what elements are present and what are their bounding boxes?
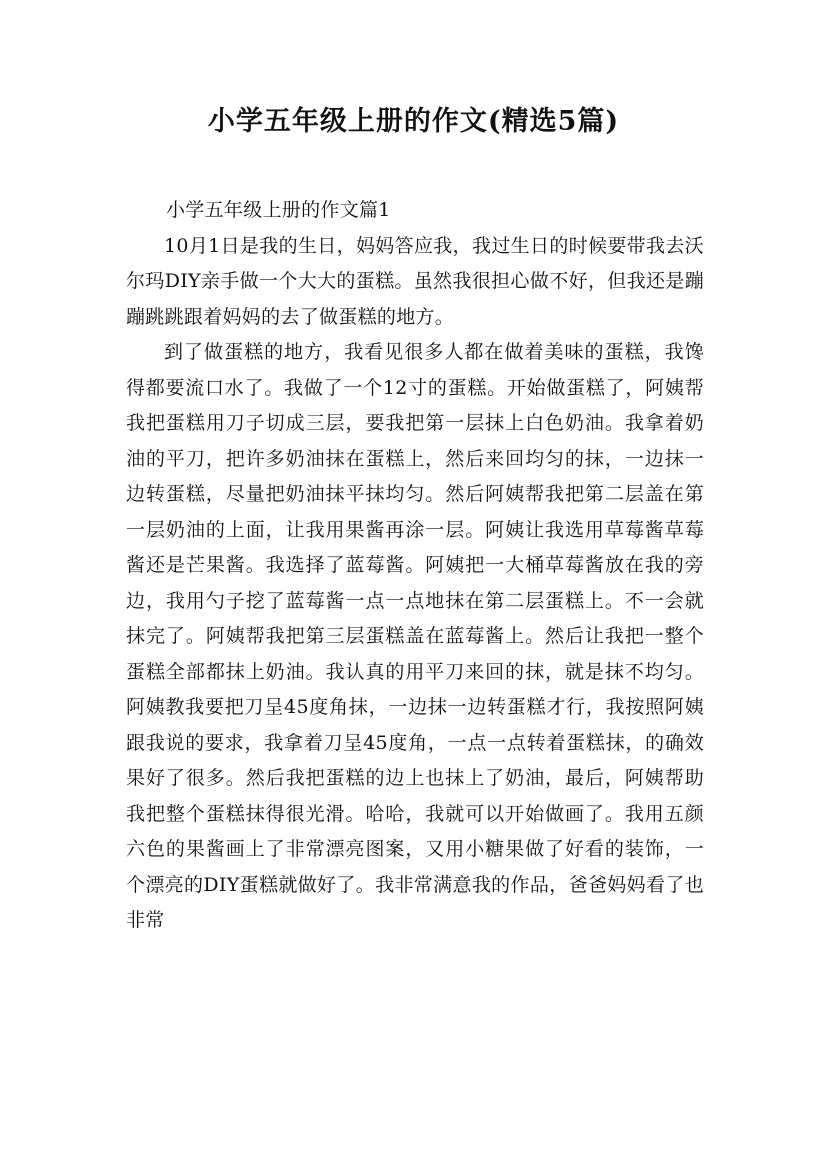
section-heading: 小学五年级上册的作文篇1: [166, 199, 391, 221]
paragraph-2: 到了做蛋糕的地方，我看见很多人都在做着美味的蛋糕，我馋得都要流口水了。我做了一个12寸的蛋糕。开始做蛋糕了，阿姨帮我把蛋糕用刀子切成三层，要我把第一层抹上白色奶油。我拿着奶油的平刀，把许多奶油抹在蛋糕上，然后来回均匀的抹，一边抹一边转蛋糕，尽量把奶油抹平抹均匀。然后阿姨帮我把第二层盖在第一层奶油的上面，让我用果酱再涂一层。阿姨让我选用草莓酱草莓酱还是芒果酱。我选择了蓝莓酱。阿姨把一大桶草莓酱放在我的旁边，我用勺子挖了蓝莓酱一点一点地抹在第二层蛋糕上。不一会就抹完了。阿姨帮我把第三层蛋糕盖在蓝莓酱上。然后让我把一整个蛋糕全部都抹上奶油。我认真的用平刀来回的抹，就是抹不均匀。阿姨教我要把刀呈45度角抹，一边抹一边转蛋糕才行，我按照阿姨跟我说的要求，我拿着刀呈45度角，一点一点转着蛋糕抹，的确效果好了很多。然后我把蛋糕的边上也抹上了奶油，最后，阿姨帮助我把整个蛋糕抹得很光滑。哈哈，我就可以开始做画了。我用五颜六色的果酱画上了非常漂亮图案，又用小糖果做了好看的装饰，一个漂亮的DIY蛋糕就做好了。我非常满意我的作品，爸爸妈妈看了也非常: [126, 341, 704, 931]
article-body: [126, 193, 704, 939]
document-title: 小学五年级上册的作文(精选5篇): [207, 106, 620, 137]
paragraph-1: 10月1日是我的生日，妈妈答应我，我过生日的时候要带我去沃尔玛DIY亲手做一个大大的蛋糕。虽然我很担心做不好，但我还是蹦蹦跳跳跟着妈妈的去了做蛋糕的地方。: [126, 234, 704, 328]
